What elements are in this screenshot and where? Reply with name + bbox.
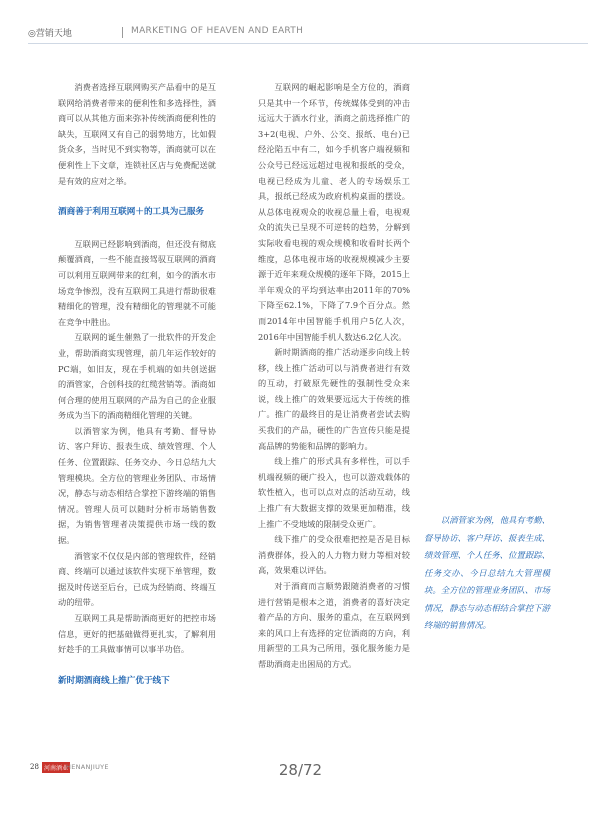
paragraph: 新时期酒商的推广活动逐步向线上转移，线上推广活动可以与消费者进行有效的互动，打破原先硬性的强制性受众来说，线上推广的效果要远远大于传统的推广。推广的最终目的是让消费者尝试去购买我们的产品，硬性的广告宣传只能是提高品牌的势能和品牌的影响力。 [258,347,410,451]
paragraph: 互联网已经影响到酒商，但还没有彻底颠覆酒商，一些不能直接驾驭互联网的酒商可以利用互联网带来的红利，如今的酒水市场竞争惨烈，没有互联网工具进行帮助很难精细化的管理，没有精细化的管理就不可能在竞争中胜出。 [58,238,216,327]
article-column-right [258,80,410,673]
header-rule [28,43,588,44]
publication-name: HENANJIUYE [66,763,109,771]
paragraph: 以酒管家为例，他具有考勤、督导协访、客户拜访、报表生成、绩效管理、个人任务、位置跟踪、任务交办、今日总结九大管理模块。全方位的管理业务团队、市场情况，静态与动态相结合掌控下游终端的销售情况。管理人员可以随时分析市场销售数据，为销售管理者决策提供市场一线的数据。 [58,425,216,546]
paragraph: 酒管家不仅仅是内部的管理软件，经销商、终端可以通过该软件实现下单管理，数据及时传送至后台，已成为经销商、终端互动的纽带。 [58,550,216,608]
pull-quote-text: 以酒管家为例，他具有考勤、督导协访、客户拜访、报表生成、绩效管理、个人任务、位置跟踪、任务交办、今日总结九大管理模块。全方位的管理业务团队、市场情况，静态与动态相结合掌控下游终端的销售情况。 [424,515,550,630]
pull-quote [424,512,550,635]
paragraph: 消费者选择互联网购买产品看中的是互联网给消费者带来的便利性和多选择性，酒商可以从其他方面来弥补传统酒商便利性的缺失，互联网又有自己的弱势地方，比如假货众多，当时见不到实物等，酒商就可以在便利性上下文章，连锁社区店与免费配送就是有效的应对之举。 [58,82,216,186]
header-separator [122,27,123,38]
paragraph: 互联网的诞生催熟了一批软件的开发企业，帮助酒商实现管理，前几年运作较好的PC端，如旧友，现在手机端的如共创送据的酒管家，合创科技的红缆营销等。酒商如何合理的使用互联网的产品为自己的企业服务成为当下的酒商精细化管理的关键。 [58,332,216,421]
section-heading: 酒商善于利用互联网＋的工具为己服务 [58,207,205,218]
magazine-logo: 河南酒业 [42,762,70,773]
section-heading: 新时期酒商线上推广优于线下 [58,675,170,686]
paragraph: 互联网的崛起影响是全方位的，酒商只是其中一个环节，传统媒体受到的冲击远远大于酒水行业，酒商之前选择推广的3+2(电视、户外、公交、报纸、电台)已经沦陷五中有二，如今手机客户端视频和公众号已经远远超过电视和报纸的受众，电视已经成为儿童、老人的专场娱乐工具，报纸已经成为政府机构桌面的摆设。从总体电视观众的收视总量上看，电视观众的流失已呈现不可逆转的趋势，分解到实际收看电视的观众规模和收看时长两个维度，总体电视市场的收视规模减少主要源于近年来观众规模的逐年下降，2015上半年观众的平均到达率由2011年的70%下降至62.1%，下降了7.9个百分点。然而2014年中国智能手机用户5亿人次，2016年中国智能手机人数达6.2亿人次。 [258,82,410,342]
page-header [28,26,588,40]
article-column-left [58,80,216,689]
page-number: 28 [30,763,39,771]
header-title: MARKETING OF HEAVEN AND EARTH [131,26,304,36]
page-indicator: 28/72 [278,761,323,779]
paragraph: 互联网工具是帮助酒商更好的把控市场信息，更好的把基础做得更扎实，了解利用好趁手的工具做事情可以事半功倍。 [58,613,216,655]
paragraph: 对于酒商而言顺势跟随消费者的习惯进行营销是根本之道，消费者的喜好决定着产品的方向、服务的重点，在互联网到来的风口上有选择的定位酒商的方向，利用新型的工具为己所用，强化服务能力是帮助酒商走出困局的方式。 [258,581,410,669]
paragraph: 线下推广的受众很难把控是否是目标消费群体，投入的人力物力财力等相对较高，效果难以评估。 [258,534,410,576]
paragraph: 线上推广的形式具有多样性，可以手机端视频的硬广投入，也可以游戏载体的软性植入，也可以点对点的活动互动，线上推广有大数据支撑的效果更加精准，线上推广不受地域的限制受众更广。 [258,456,410,529]
section-label: ◎营销天地 [28,29,72,39]
